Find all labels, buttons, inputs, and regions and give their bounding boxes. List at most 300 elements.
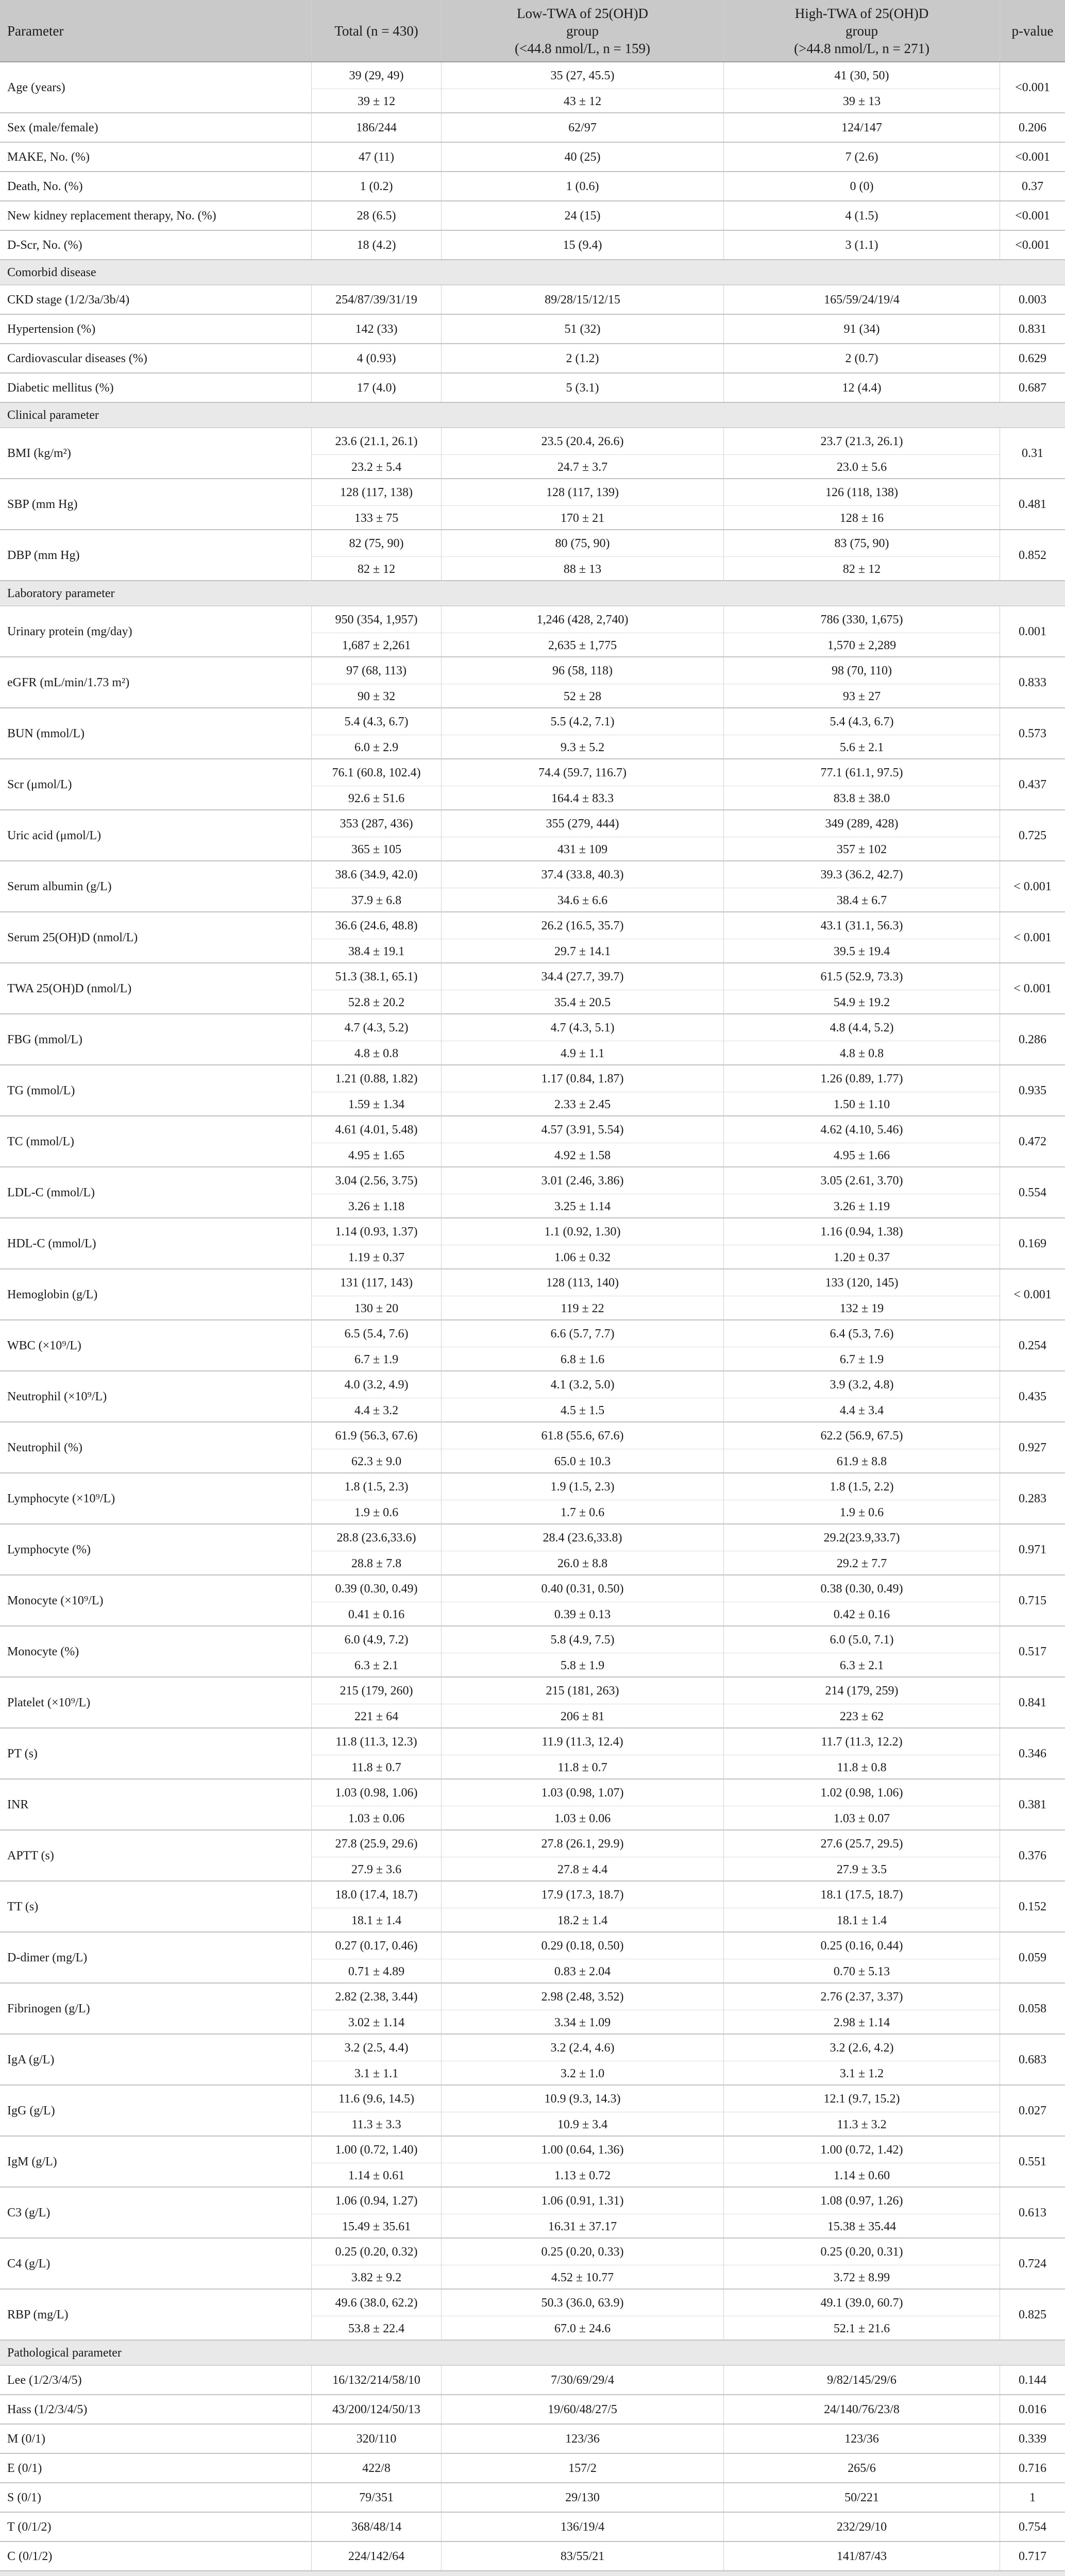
cell-pvalue: 0.831	[1000, 315, 1065, 343]
cell-low-group-mean: 18.2 ± 1.4	[441, 1908, 723, 1933]
cell-low-group-median: 61.8 (55.6, 67.6)	[441, 1422, 723, 1449]
cell-total-mean: 6.3 ± 2.1	[311, 1653, 441, 1677]
cell-high-group-mean: 3.1 ± 1.2	[723, 2061, 1000, 2086]
cell-low-group-mean: 88 ± 13	[441, 556, 723, 581]
header-parameter: Parameter	[7, 23, 64, 39]
row-label: D-Scr, No. (%)	[7, 238, 82, 252]
cell-total-median: 49.6 (38.0, 62.2)	[311, 2290, 441, 2316]
cell-pvalue: 0.481	[1000, 479, 1065, 529]
table-row-pair	[0, 1626, 1065, 1677]
cell-total-median: 3.04 (2.56, 3.75)	[311, 1167, 441, 1194]
cell-high-group-mean: 4.4 ± 3.4	[723, 1398, 1000, 1422]
cell-low-group-mean: 27.8 ± 4.4	[441, 1857, 723, 1882]
table-row-pair	[0, 479, 1065, 530]
cell-total: 17 (4.0)	[311, 374, 441, 402]
row-label: FBG (mmol/L)	[7, 1032, 83, 1046]
table-row	[0, 2366, 1065, 2395]
cell-low-group-median: 74.4 (59.7, 116.7)	[441, 759, 723, 786]
cell-low-group-mean: 4.5 ± 1.5	[441, 1398, 723, 1422]
cell-low-group-median: 35 (27, 45.5)	[441, 62, 723, 89]
cell-total: 320/110	[311, 2425, 441, 2453]
cell-high-group-median: 0.25 (0.16, 0.44)	[723, 1933, 1000, 1959]
cell-high-group-median: 1.08 (0.97, 1.26)	[723, 2188, 1000, 2214]
row-label: New kidney replacement therapy, No. (%)	[7, 209, 216, 223]
row-label: Uric acid (μmol/L)	[7, 828, 102, 842]
cell-low-group-median: 0.40 (0.31, 0.50)	[441, 1575, 723, 1602]
cell-low-group-median: 11.9 (11.3, 12.4)	[441, 1728, 723, 1755]
cell-high-group-mean: 1.50 ± 1.10	[723, 1092, 1000, 1116]
table-row-pair	[0, 963, 1065, 1014]
cell-high-group-mean: 93 ± 27	[723, 684, 1000, 708]
cell-pvalue: 0.437	[1000, 759, 1065, 809]
cell-high-group-mean: 1.20 ± 0.37	[723, 1245, 1000, 1269]
cell-total-mean: 1.9 ± 0.6	[311, 1500, 441, 1524]
row-label: TT (s)	[7, 1900, 39, 1913]
cell-high-group-median: 126 (118, 138)	[723, 479, 1000, 505]
cell-low-group-mean: 5.8 ± 1.9	[441, 1653, 723, 1677]
cell-low-group-median: 4.7 (4.3, 5.1)	[441, 1014, 723, 1041]
cell-pvalue: 0.927	[1000, 1422, 1065, 1472]
cell-total-median: 5.4 (4.3, 6.7)	[311, 708, 441, 735]
table-row	[0, 2542, 1065, 2571]
section-header	[0, 403, 1065, 428]
cell-pvalue: 0.573	[1000, 708, 1065, 758]
cell-high-group-mean: 5.6 ± 2.1	[723, 735, 1000, 759]
cell-high-group-median: 83 (75, 90)	[723, 530, 1000, 556]
cell-total-median: 36.6 (24.6, 48.8)	[311, 912, 441, 939]
cell-pvalue: 0.517	[1000, 1626, 1065, 1676]
cell-low-group-median: 80 (75, 90)	[441, 530, 723, 556]
header-pvalue: p-value	[1000, 0, 1065, 61]
cell-low-group-median: 6.6 (5.7, 7.7)	[441, 1320, 723, 1347]
row-label: Age (years)	[7, 80, 65, 94]
cell-low-group-mean: 9.3 ± 5.2	[441, 735, 723, 759]
cell-total-mean: 11.3 ± 3.3	[311, 2112, 441, 2137]
cell-total: 16/132/214/58/10	[311, 2366, 441, 2394]
row-label: Cardiovascular diseases (%)	[7, 351, 147, 365]
row-label: Lymphocyte (×10⁹/L)	[7, 1492, 115, 1505]
cell-high-group: 12 (4.4)	[723, 374, 1000, 402]
header-low-group-line3: (<44.8 nmol/L, n = 159)	[515, 40, 650, 56]
row-label: Neutrophil (×10⁹/L)	[7, 1389, 107, 1403]
cell-high-group-mean: 29.2 ± 7.7	[723, 1551, 1000, 1575]
cell-total-median: 4.0 (3.2, 4.9)	[311, 1371, 441, 1398]
cell-pvalue: 0.283	[1000, 1473, 1065, 1523]
section-label: Pathological parameter	[7, 2346, 122, 2360]
cell-total-mean: 1.59 ± 1.34	[311, 1092, 441, 1116]
row-label: Sex (male/female)	[7, 121, 98, 134]
table-row-pair	[0, 1882, 1065, 1933]
cell-total-median: 97 (68, 113)	[311, 657, 441, 684]
table-row-pair	[0, 2035, 1065, 2086]
row-label: APTT (s)	[7, 1849, 54, 1862]
cell-high-group-median: 133 (120, 145)	[723, 1269, 1000, 1296]
cell-pvalue: 0.717	[1000, 2542, 1065, 2570]
table-row-pair	[0, 1933, 1065, 1984]
cell-high-group-mean: 1.9 ± 0.6	[723, 1500, 1000, 1524]
table-row-pair	[0, 861, 1065, 912]
cell-pvalue: 0.715	[1000, 1575, 1065, 1625]
cell-high-group-median: 29.2(23.9,33.7)	[723, 1524, 1000, 1551]
cell-high-group-mean: 38.4 ± 6.7	[723, 888, 1000, 912]
cell-total-median: 39 (29, 49)	[311, 62, 441, 89]
cell-total-mean: 3.26 ± 1.18	[311, 1194, 441, 1218]
cell-total-median: 1.03 (0.98, 1.06)	[311, 1780, 441, 1806]
cell-pvalue: 0.381	[1000, 1780, 1065, 1829]
section-header	[0, 2571, 1065, 2576]
table-row-pair	[0, 657, 1065, 708]
cell-low-group-mean: 10.9 ± 3.4	[441, 2112, 723, 2137]
cell-pvalue: 0.37	[1000, 172, 1065, 200]
cell-low-group-mean: 16.31 ± 37.17	[441, 2214, 723, 2239]
row-label: BMI (kg/m²)	[7, 446, 71, 460]
cell-total-median: 23.6 (21.1, 26.1)	[311, 428, 441, 454]
row-label: WBC (×10⁹/L)	[7, 1338, 81, 1352]
cell-high-group-median: 3.2 (2.6, 4.2)	[723, 2035, 1000, 2061]
cell-high-group: 123/36	[723, 2425, 1000, 2453]
cell-total: 4 (0.93)	[311, 344, 441, 372]
cell-total-median: 82 (75, 90)	[311, 530, 441, 556]
cell-pvalue: < 0.001	[1000, 861, 1065, 911]
cell-low-group: 15 (9.4)	[441, 231, 723, 259]
cell-total-mean: 82 ± 12	[311, 556, 441, 581]
cell-pvalue: <0.001	[1000, 231, 1065, 259]
cell-low-group-mean: 119 ± 22	[441, 1296, 723, 1320]
row-label: Fibrinogen (g/L)	[7, 2002, 90, 2015]
cell-high-group-median: 43.1 (31.1, 56.3)	[723, 912, 1000, 939]
row-label: Lee (1/2/3/4/5)	[7, 2373, 82, 2387]
row-label: Serum 25(OH)D (nmol/L)	[7, 930, 138, 944]
cell-total-mean: 18.1 ± 1.4	[311, 1908, 441, 1933]
cell-total-median: 11.8 (11.3, 12.3)	[311, 1728, 441, 1755]
row-label: C (0/1/2)	[7, 2549, 53, 2563]
cell-high-group-median: 0.25 (0.20, 0.31)	[723, 2239, 1000, 2265]
cell-high-group-median: 61.5 (52.9, 73.3)	[723, 963, 1000, 990]
row-label: Platelet (×10⁹/L)	[7, 1696, 91, 1709]
cell-total-mean: 28.8 ± 7.8	[311, 1551, 441, 1575]
cell-high-group-median: 77.1 (61.1, 97.5)	[723, 759, 1000, 786]
cell-low-group-median: 34.4 (27.7, 39.7)	[441, 963, 723, 990]
cell-pvalue: 0.152	[1000, 1882, 1065, 1931]
cell-high-group-median: 23.7 (21.3, 26.1)	[723, 428, 1000, 454]
cell-total-mean: 90 ± 32	[311, 684, 441, 708]
table-row	[0, 231, 1065, 260]
cell-pvalue: 0.687	[1000, 374, 1065, 402]
cell-total-mean: 4.4 ± 3.2	[311, 1398, 441, 1422]
table-row-pair	[0, 606, 1065, 657]
cell-total-mean: 23.2 ± 5.4	[311, 454, 441, 479]
table-row-pair	[0, 1524, 1065, 1575]
cell-high-group-median: 349 (289, 428)	[723, 810, 1000, 837]
cell-low-group-median: 50.3 (36.0, 63.9)	[441, 2290, 723, 2316]
cell-high-group-mean: 23.0 ± 5.6	[723, 454, 1000, 479]
cell-low-group-mean: 4.92 ± 1.58	[441, 1143, 723, 1167]
row-label: MAKE, No. (%)	[7, 150, 90, 164]
cell-high-group-mean: 11.3 ± 3.2	[723, 2112, 1000, 2137]
row-label: Diabetic mellitus (%)	[7, 381, 114, 395]
cell-high-group-median: 62.2 (56.9, 67.5)	[723, 1422, 1000, 1449]
cell-low-group-median: 1.9 (1.5, 2.3)	[441, 1473, 723, 1500]
cell-high-group-mean: 6.7 ± 1.9	[723, 1347, 1000, 1371]
cell-high-group-median: 1.02 (0.98, 1.06)	[723, 1780, 1000, 1806]
cell-total-median: 61.9 (56.3, 67.6)	[311, 1422, 441, 1449]
table-row-pair	[0, 1371, 1065, 1422]
cell-pvalue: 0.286	[1000, 1014, 1065, 1064]
cell-total-mean: 6.7 ± 1.9	[311, 1347, 441, 1371]
cell-pvalue: 0.31	[1000, 428, 1065, 478]
row-label: S (0/1)	[7, 2490, 41, 2504]
cell-high-group: 9/82/145/29/6	[723, 2366, 1000, 2394]
cell-total-mean: 1.19 ± 0.37	[311, 1245, 441, 1269]
cell-low-group: 7/30/69/29/4	[441, 2366, 723, 2394]
cell-high-group: 232/29/10	[723, 2513, 1000, 2541]
cell-total-mean: 15.49 ± 35.61	[311, 2214, 441, 2239]
cell-pvalue: 0.852	[1000, 530, 1065, 580]
cell-total-mean: 3.82 ± 9.2	[311, 2265, 441, 2290]
table-row-pair	[0, 2086, 1065, 2137]
table-row	[0, 2483, 1065, 2513]
cell-high-group: 124/147	[723, 113, 1000, 142]
table-row-pair	[0, 1269, 1065, 1320]
cell-low-group-mean: 3.25 ± 1.14	[441, 1194, 723, 1218]
cell-pvalue: < 0.001	[1000, 912, 1065, 962]
cell-total-median: 2.82 (2.38, 3.44)	[311, 1984, 441, 2010]
cell-pvalue: 0.554	[1000, 1167, 1065, 1217]
cell-high-group-mean: 52.1 ± 21.6	[723, 2316, 1000, 2341]
cell-high-group: 4 (1.5)	[723, 201, 1000, 230]
cell-low-group: 83/55/21	[441, 2542, 723, 2570]
cell-low-group-median: 1.1 (0.92, 1.30)	[441, 1218, 723, 1245]
cell-low-group-mean: 34.6 ± 6.6	[441, 888, 723, 912]
row-label: Neutrophil (%)	[7, 1440, 82, 1454]
table-row-pair	[0, 1218, 1065, 1269]
table-row-pair	[0, 1780, 1065, 1831]
cell-high-group-median: 3.9 (3.2, 4.8)	[723, 1371, 1000, 1398]
cell-low-group: 24 (15)	[441, 201, 723, 230]
cell-pvalue: 0.001	[1000, 606, 1065, 656]
cell-high-group: 0 (0)	[723, 172, 1000, 200]
cell-high-group-mean: 2.98 ± 1.14	[723, 2010, 1000, 2035]
row-label: DBP (mm Hg)	[7, 548, 80, 562]
row-label: Urinary protein (mg/day)	[7, 624, 132, 638]
cell-total-median: 0.39 (0.30, 0.49)	[311, 1575, 441, 1602]
cell-high-group-median: 214 (179, 259)	[723, 1677, 1000, 1704]
cell-pvalue: 0.339	[1000, 2425, 1065, 2453]
cell-high-group: 7 (2.6)	[723, 143, 1000, 171]
header-high-group-line3: (>44.8 nmol/L, n = 271)	[794, 40, 929, 56]
cell-pvalue: 0.725	[1000, 810, 1065, 860]
cell-low-group: 62/97	[441, 113, 723, 142]
cell-low-group-mean: 164.4 ± 83.3	[441, 786, 723, 810]
cell-total-mean: 92.6 ± 51.6	[311, 786, 441, 810]
table-row-pair	[0, 1575, 1065, 1626]
cell-pvalue: 1	[1000, 2483, 1065, 2512]
cell-pvalue: < 0.001	[1000, 963, 1065, 1013]
cell-high-group: 50/221	[723, 2483, 1000, 2512]
cell-pvalue: < 0.001	[1000, 1269, 1065, 1319]
row-label: IgG (g/L)	[7, 2104, 55, 2117]
table-row	[0, 315, 1065, 344]
cell-high-group-median: 3.05 (2.61, 3.70)	[723, 1167, 1000, 1194]
cell-high-group: 2 (0.7)	[723, 344, 1000, 372]
table-row-pair	[0, 62, 1065, 113]
cell-low-group: 40 (25)	[441, 143, 723, 171]
cell-low-group-mean: 29.7 ± 14.1	[441, 939, 723, 963]
cell-total-mean: 4.8 ± 0.8	[311, 1041, 441, 1065]
cell-high-group-mean: 15.38 ± 35.44	[723, 2214, 1000, 2239]
cell-total-median: 51.3 (38.1, 65.1)	[311, 963, 441, 990]
cell-total: 79/351	[311, 2483, 441, 2512]
cell-pvalue: <0.001	[1000, 62, 1065, 112]
cell-total-median: 6.0 (4.9, 7.2)	[311, 1626, 441, 1653]
cell-total-mean: 1.14 ± 0.61	[311, 2163, 441, 2188]
table-row	[0, 2454, 1065, 2483]
cell-pvalue: 0.169	[1000, 1218, 1065, 1268]
cell-total-mean: 4.95 ± 1.65	[311, 1143, 441, 1167]
cell-total-median: 28.8 (23.6,33.6)	[311, 1524, 441, 1551]
cell-low-group-median: 1.00 (0.64, 1.36)	[441, 2137, 723, 2163]
cell-total-median: 353 (287, 436)	[311, 810, 441, 837]
cell-low-group-mean: 24.7 ± 3.7	[441, 454, 723, 479]
cell-low-group-mean: 2,635 ± 1,775	[441, 633, 723, 657]
cell-pvalue: 0.629	[1000, 344, 1065, 372]
cell-total-median: 4.7 (4.3, 5.2)	[311, 1014, 441, 1041]
cell-high-group-mean: 223 ± 62	[723, 1704, 1000, 1728]
cell-total-mean: 62.3 ± 9.0	[311, 1449, 441, 1473]
cell-low-group-median: 23.5 (20.4, 26.6)	[441, 428, 723, 454]
row-label: TWA 25(OH)D (nmol/L)	[7, 981, 132, 995]
cell-low-group: 51 (32)	[441, 315, 723, 343]
cell-low-group-mean: 6.8 ± 1.6	[441, 1347, 723, 1371]
cell-low-group-median: 128 (113, 140)	[441, 1269, 723, 1296]
cell-low-group: 2 (1.2)	[441, 344, 723, 372]
row-label: Hemoglobin (g/L)	[7, 1287, 98, 1301]
cell-high-group-median: 49.1 (39.0, 60.7)	[723, 2290, 1000, 2316]
cell-total-median: 27.8 (25.9, 29.6)	[311, 1831, 441, 1857]
cell-high-group-median: 12.1 (9.7, 15.2)	[723, 2086, 1000, 2112]
cell-total-median: 38.6 (34.9, 42.0)	[311, 861, 441, 888]
row-label: LDL-C (mmol/L)	[7, 1185, 95, 1199]
header-low-group-line2: group	[566, 23, 599, 39]
cell-pvalue: 0.551	[1000, 2137, 1065, 2187]
cell-low-group-mean: 26.0 ± 8.8	[441, 1551, 723, 1575]
table-row-pair	[0, 2290, 1065, 2341]
table-row-pair	[0, 530, 1065, 581]
table-row-pair	[0, 1473, 1065, 1524]
cell-total-median: 18.0 (17.4, 18.7)	[311, 1882, 441, 1908]
cell-low-group: 5 (3.1)	[441, 374, 723, 402]
cell-pvalue: 0.935	[1000, 1065, 1065, 1115]
cell-low-group-median: 1.17 (0.84, 1.87)	[441, 1065, 723, 1092]
cell-low-group-median: 4.1 (3.2, 5.0)	[441, 1371, 723, 1398]
row-label: TC (mmol/L)	[7, 1134, 74, 1148]
row-label: TG (mmol/L)	[7, 1083, 75, 1097]
cell-low-group-median: 27.8 (26.1, 29.9)	[441, 1831, 723, 1857]
cell-low-group-mean: 0.83 ± 2.04	[441, 1959, 723, 1984]
table-row	[0, 143, 1065, 172]
cell-high-group-median: 5.4 (4.3, 6.7)	[723, 708, 1000, 735]
cell-pvalue: 0.683	[1000, 2035, 1065, 2084]
cell-total-mean: 1,687 ± 2,261	[311, 633, 441, 657]
cell-high-group-median: 1.16 (0.94, 1.38)	[723, 1218, 1000, 1245]
cell-low-group-mean: 170 ± 21	[441, 505, 723, 530]
cell-total-median: 0.25 (0.20, 0.32)	[311, 2239, 441, 2265]
cell-total-mean: 39 ± 12	[311, 89, 441, 113]
cell-pvalue: 0.027	[1000, 2086, 1065, 2136]
table-row	[0, 374, 1065, 403]
cell-total: 47 (11)	[311, 143, 441, 171]
cell-low-group-median: 215 (181, 263)	[441, 1677, 723, 1704]
table-row-pair	[0, 810, 1065, 861]
cell-low-group-median: 4.57 (3.91, 5.54)	[441, 1116, 723, 1143]
cell-total-mean: 221 ± 64	[311, 1704, 441, 1728]
table-row-pair	[0, 1320, 1065, 1371]
cell-low-group-mean: 0.39 ± 0.13	[441, 1602, 723, 1626]
cell-low-group: 136/19/4	[441, 2513, 723, 2541]
cell-high-group-median: 4.62 (4.10, 5.46)	[723, 1116, 1000, 1143]
cell-total-median: 131 (117, 143)	[311, 1269, 441, 1296]
cell-high-group-mean: 27.9 ± 3.5	[723, 1857, 1000, 1882]
cell-high-group-mean: 54.9 ± 19.2	[723, 990, 1000, 1014]
cell-pvalue: 0.254	[1000, 1320, 1065, 1370]
table-header	[0, 0, 1065, 62]
cell-low-group-mean: 1.03 ± 0.06	[441, 1806, 723, 1831]
cell-high-group-median: 98 (70, 110)	[723, 657, 1000, 684]
table-row-pair	[0, 1677, 1065, 1728]
cell-total-mean: 365 ± 105	[311, 837, 441, 861]
cell-pvalue: 0.841	[1000, 1677, 1065, 1727]
cell-high-group-mean: 6.3 ± 2.1	[723, 1653, 1000, 1677]
cell-total: 1 (0.2)	[311, 172, 441, 200]
cell-low-group-mean: 52 ± 28	[441, 684, 723, 708]
cell-high-group-mean: 3.72 ± 8.99	[723, 2265, 1000, 2290]
cell-low-group-mean: 35.4 ± 20.5	[441, 990, 723, 1014]
cell-total-mean: 37.9 ± 6.8	[311, 888, 441, 912]
cell-high-group-median: 27.6 (25.7, 29.5)	[723, 1831, 1000, 1857]
cell-total-median: 0.27 (0.17, 0.46)	[311, 1933, 441, 1959]
cell-high-group-median: 2.76 (2.37, 3.37)	[723, 1984, 1000, 2010]
row-label: Monocyte (%)	[7, 1645, 79, 1658]
cell-low-group-median: 3.01 (2.46, 3.86)	[441, 1167, 723, 1194]
cell-low-group-mean: 206 ± 81	[441, 1704, 723, 1728]
cell-high-group-median: 4.8 (4.4, 5.2)	[723, 1014, 1000, 1041]
cell-high-group-median: 18.1 (17.5, 18.7)	[723, 1882, 1000, 1908]
cell-total: 368/48/14	[311, 2513, 441, 2541]
cell-low-group-mean: 4.52 ± 10.77	[441, 2265, 723, 2290]
cell-total: 43/200/124/50/13	[311, 2395, 441, 2424]
row-label: IgM (g/L)	[7, 2155, 57, 2168]
header-high-group-line1: High-TWA of 25(OH)D	[794, 5, 929, 21]
cell-low-group-mean: 43 ± 12	[441, 89, 723, 113]
cell-low-group-mean: 431 ± 109	[441, 837, 723, 861]
cell-pvalue: 0.435	[1000, 1371, 1065, 1421]
cell-high-group-mean: 357 ± 102	[723, 837, 1000, 861]
cell-total-mean: 11.8 ± 0.7	[311, 1755, 441, 1780]
table-row-pair	[0, 708, 1065, 759]
row-label: M (0/1)	[7, 2432, 45, 2446]
cell-high-group-mean: 61.9 ± 8.8	[723, 1449, 1000, 1473]
cell-low-group-median: 10.9 (9.3, 14.3)	[441, 2086, 723, 2112]
cell-high-group-median: 1.26 (0.89, 1.77)	[723, 1065, 1000, 1092]
cell-total-median: 4.61 (4.01, 5.48)	[311, 1116, 441, 1143]
cell-pvalue: 0.016	[1000, 2395, 1065, 2424]
cell-low-group: 19/60/48/27/5	[441, 2395, 723, 2424]
cell-total-mean: 6.0 ± 2.9	[311, 735, 441, 759]
cell-total-median: 6.5 (5.4, 7.6)	[311, 1320, 441, 1347]
row-label: IgA (g/L)	[7, 2053, 55, 2066]
cell-low-group-median: 2.98 (2.48, 3.52)	[441, 1984, 723, 2010]
cell-high-group: 3 (1.1)	[723, 231, 1000, 259]
